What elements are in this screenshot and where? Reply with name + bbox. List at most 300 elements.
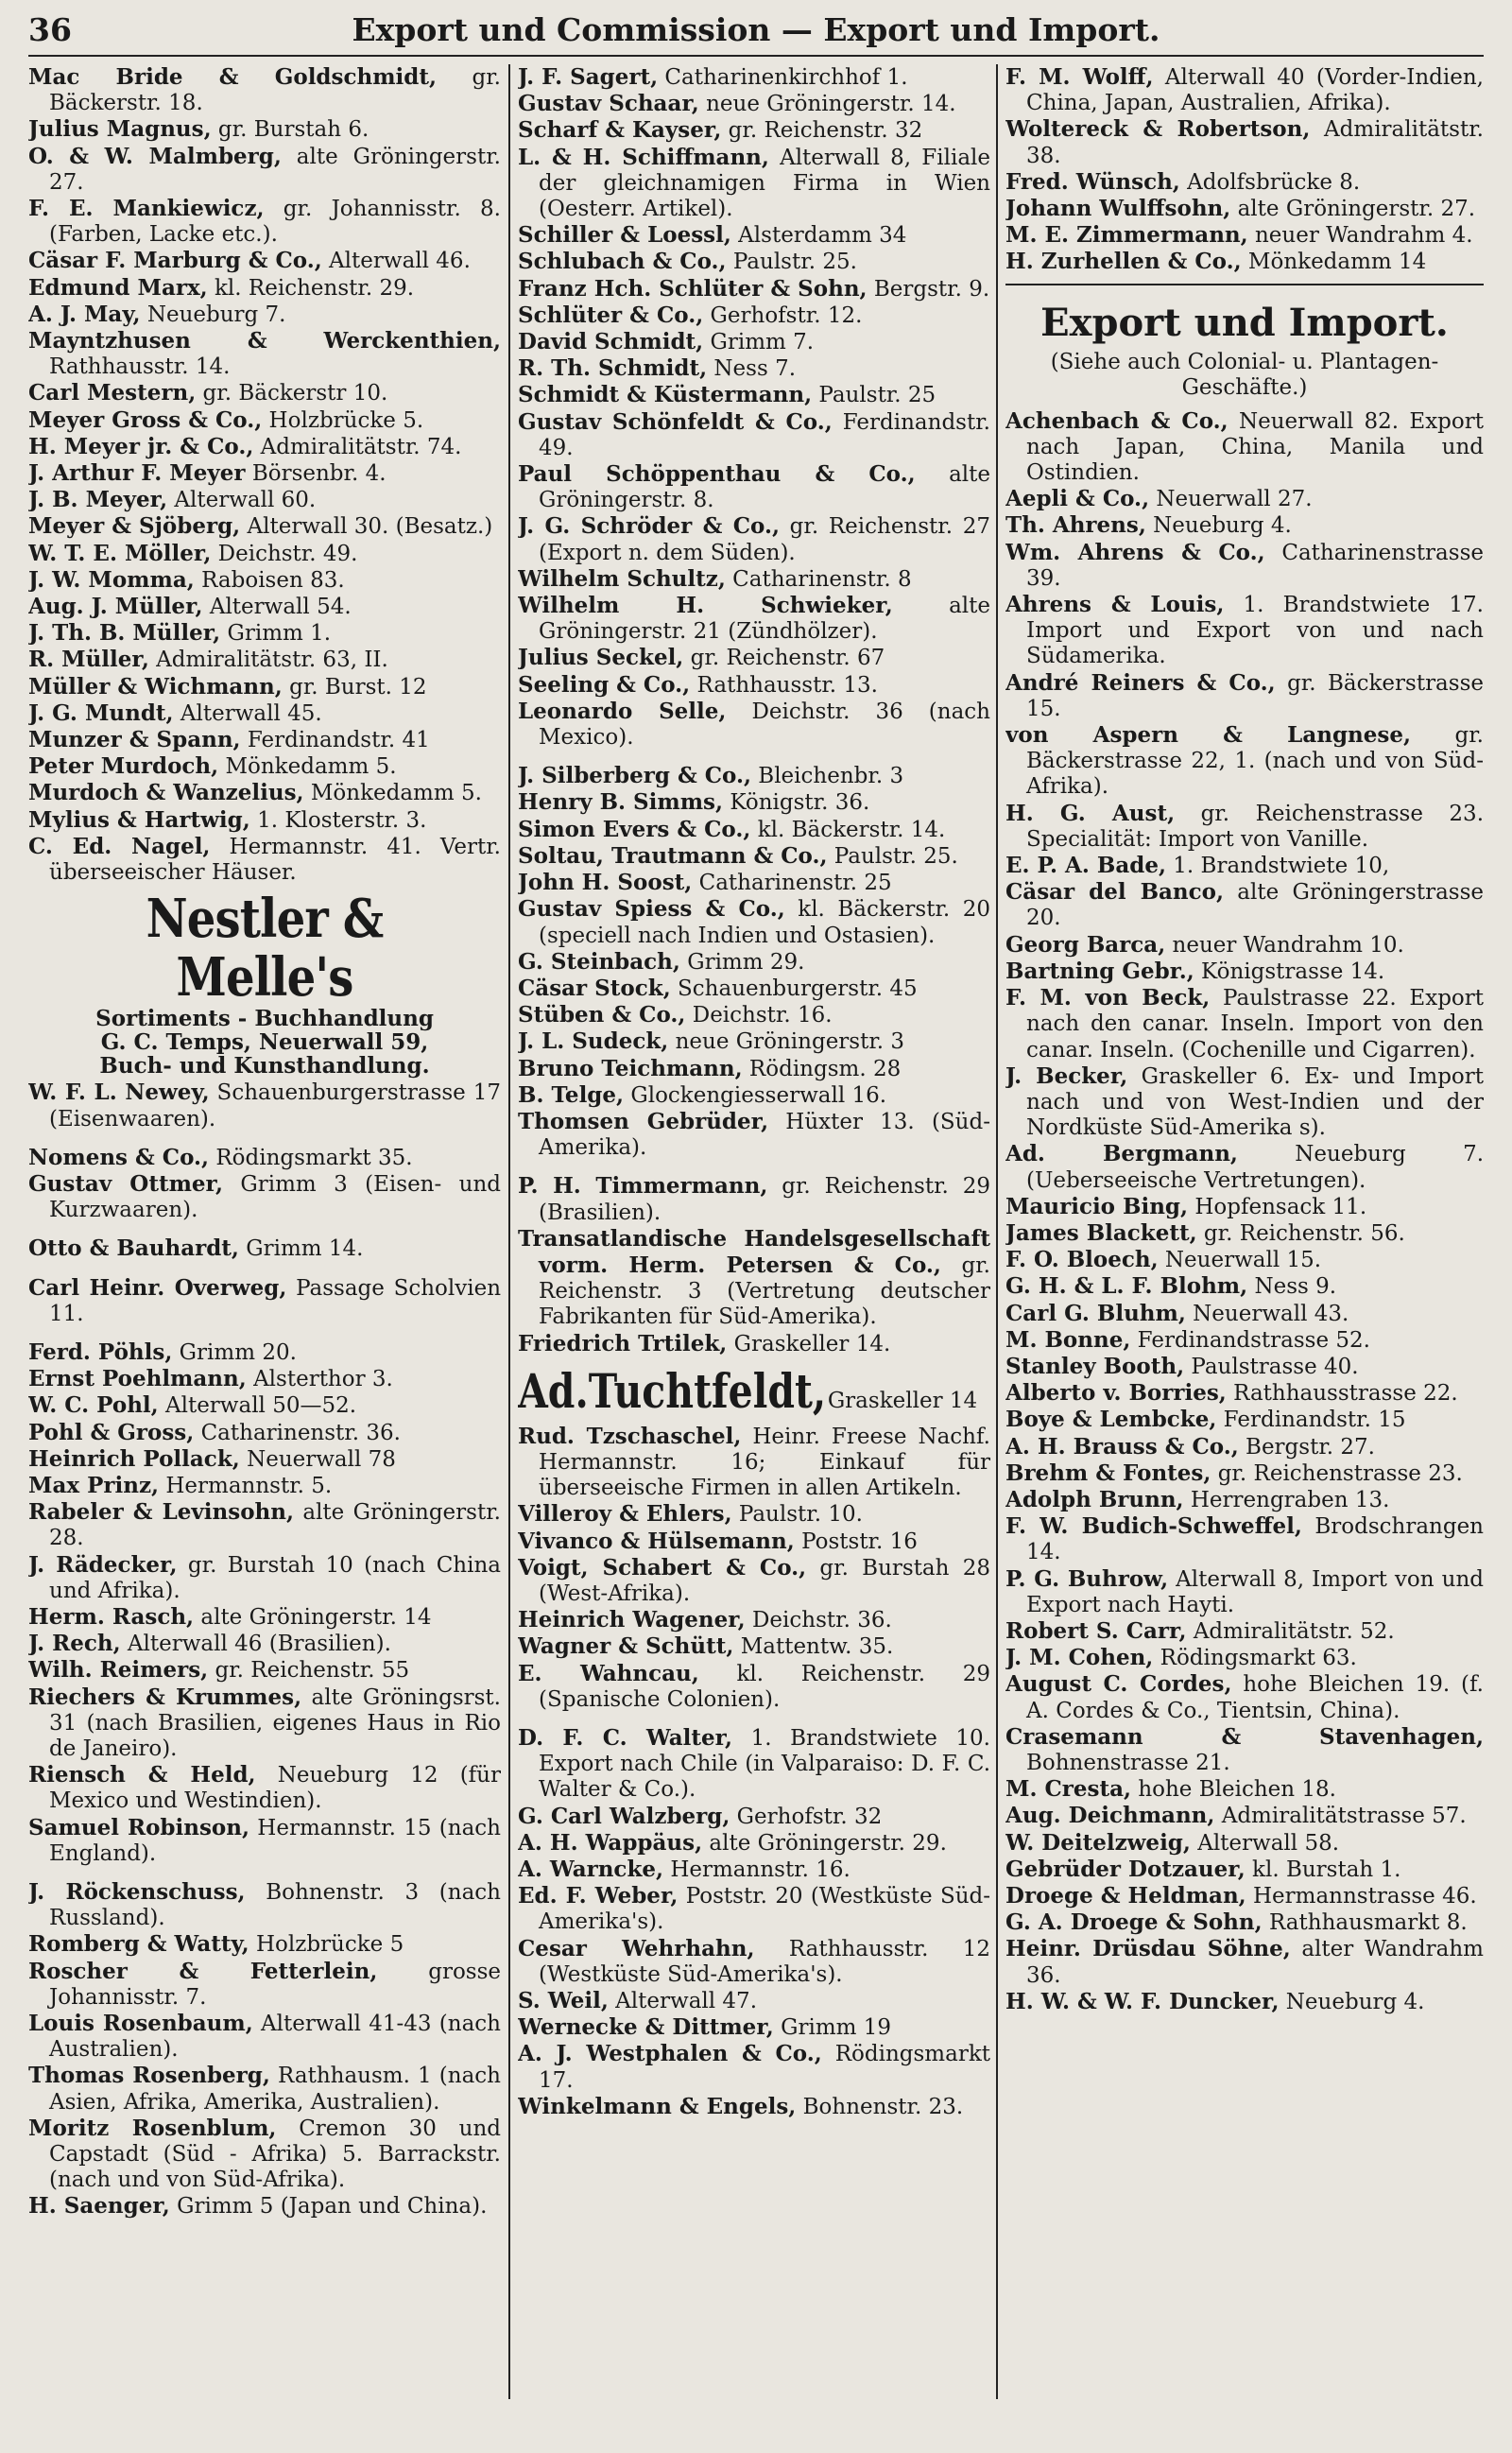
firm-name: E. P. A. Bade, bbox=[1005, 853, 1166, 879]
firm-name: R. Th. Schmidt, bbox=[518, 355, 708, 382]
firm-address: Alterwall 46. bbox=[321, 249, 471, 274]
directory-entry bbox=[518, 1725, 990, 1804]
firm-name: Ernst Poehlmann, bbox=[28, 1366, 247, 1392]
directory-entry bbox=[1005, 1194, 1484, 1220]
firm-name: Gustav Ottmer, bbox=[28, 1170, 223, 1197]
firm-name: Samuel Robinson, bbox=[28, 1814, 249, 1840]
firm-address: gr. Bäckerstrasse 22, 1. (nach und von Süd-Afrika). bbox=[1026, 723, 1484, 800]
directory-entry bbox=[518, 382, 990, 408]
firm-name: Stanley Booth, bbox=[1005, 1353, 1185, 1379]
firm-name: W. T. E. Möller, bbox=[28, 540, 212, 566]
directory-entry bbox=[518, 302, 990, 329]
firm-name: John H. Soost, bbox=[518, 870, 693, 896]
firm-name: Simon Evers & Co., bbox=[518, 816, 751, 842]
firm-name: Crasemann & Stavenhagen, bbox=[1005, 1723, 1484, 1750]
firm-name: Villeroy & Ehlers, bbox=[518, 1501, 732, 1528]
firm-name: Heinrich Pollack, bbox=[28, 1445, 240, 1472]
directory-entry bbox=[28, 1684, 501, 1763]
firm-name: Gustav Schönfeldt & Co., bbox=[518, 408, 833, 435]
directory-entry bbox=[518, 249, 990, 275]
firm-address: Alterwall 47. bbox=[608, 1989, 758, 2014]
firm-address: Ness 9. bbox=[1247, 1274, 1337, 1300]
firm-address: alte Gröningerstr. 21 (Zündhölzer). bbox=[539, 594, 990, 645]
firm-name: D. F. C. Walter, bbox=[518, 1724, 733, 1751]
firm-address: gr. Burstah 6. bbox=[211, 117, 369, 143]
directory-entry bbox=[1005, 1566, 1484, 1618]
directory-entry bbox=[518, 329, 990, 355]
directory-entry bbox=[518, 1936, 990, 1988]
directory-entry bbox=[1005, 486, 1484, 512]
directory-entry bbox=[518, 1501, 990, 1528]
firm-address: Admiralitätstr. 38. bbox=[1026, 117, 1484, 168]
firm-name: Thomas Rosenberg, bbox=[28, 2063, 270, 2089]
firm-name: Droege & Heldman, bbox=[1005, 1883, 1246, 1909]
firm-name: Robert S. Carr, bbox=[1005, 1617, 1187, 1644]
firm-address: Catharinenstr. 36. bbox=[194, 1420, 401, 1445]
firm-address: gr. Reichenstrasse 23. bbox=[1211, 1460, 1463, 1486]
directory-entry bbox=[518, 699, 990, 751]
firm-address: alte Gröningerstr. 29. bbox=[702, 1830, 947, 1856]
firm-name: Mauricio Bing, bbox=[1005, 1193, 1189, 1219]
directory-entry bbox=[1005, 249, 1484, 275]
firm-name: Georg Barca, bbox=[1005, 931, 1166, 958]
directory-entry bbox=[28, 2116, 501, 2194]
firm-name: E. Wahncau, bbox=[518, 1660, 699, 1686]
firm-address: Hermannstr. 41. Vertr. überseeischer Häuser. bbox=[49, 834, 501, 886]
firm-name: S. Weil, bbox=[518, 1988, 609, 2014]
directory-entry bbox=[518, 1173, 990, 1225]
firm-name: Soltau, Trautmann & Co., bbox=[518, 842, 828, 869]
firm-name: A. J. Westphalen & Co., bbox=[518, 2041, 822, 2067]
directory-entry bbox=[518, 1555, 990, 1607]
firm-name: H. Meyer jr. & Co., bbox=[28, 433, 254, 459]
firm-address: gr. Reichenstr. 32 bbox=[721, 118, 923, 144]
directory-entry bbox=[28, 1879, 501, 1931]
firm-name: Carl G. Bluhm, bbox=[1005, 1300, 1186, 1326]
directory-entry bbox=[518, 117, 990, 144]
firm-name: Wernecke & Dittmer, bbox=[518, 2014, 774, 2041]
firm-address: Passage Scholvien 11. bbox=[49, 1275, 501, 1326]
directory-entry bbox=[1005, 1803, 1484, 1829]
firm-name: Wilhelm Schultz, bbox=[518, 565, 726, 592]
firm-name: Meyer & Sjöberg, bbox=[28, 513, 241, 540]
firm-address: Catharinenstr. 8 bbox=[725, 566, 912, 592]
firm-name: J. Becker, bbox=[1005, 1062, 1128, 1089]
firm-name: Franz Hch. Schlüter & Sohn, bbox=[518, 275, 868, 302]
firm-address: Gerhofstr. 12. bbox=[703, 302, 863, 328]
directory-entry bbox=[28, 2193, 501, 2220]
directory-entry bbox=[28, 434, 501, 460]
firm-address: Börsenbr. 4. bbox=[245, 461, 387, 487]
firm-name: Schmidt & Küstermann, bbox=[518, 382, 813, 408]
directory-entry bbox=[1005, 1141, 1484, 1193]
firm-name: C. Ed. Nagel, bbox=[28, 833, 211, 859]
firm-name: Pohl & Gross, bbox=[28, 1419, 195, 1445]
firm-name: André Reiners & Co., bbox=[1005, 669, 1276, 696]
directory-entry bbox=[28, 407, 501, 434]
directory-entry bbox=[28, 2011, 501, 2063]
firm-name: Mayntzhusen & Werckenthien, bbox=[28, 328, 501, 354]
firm-address: alte Gröningsrst. 31 (nach Brasilien, eigenes Haus in Rio de Janeiro). bbox=[49, 1684, 501, 1761]
firm-name: O. & W. Malmberg, bbox=[28, 143, 282, 169]
firm-name: Ad. Bergmann, bbox=[1005, 1141, 1238, 1167]
directory-entry bbox=[518, 1830, 990, 1857]
directory-entry bbox=[1005, 169, 1484, 196]
directory-entry bbox=[518, 763, 990, 789]
firm-name: Wagner & Schütt, bbox=[518, 1633, 734, 1660]
firm-name: Nomens & Co., bbox=[28, 1144, 210, 1170]
firm-address: Catharinenstr. 25 bbox=[692, 871, 892, 896]
firm-address: gr. Bäckerstr 10. bbox=[196, 381, 388, 406]
directory-entry bbox=[1005, 512, 1484, 539]
firm-name: Roscher & Fetterlein, bbox=[28, 1958, 378, 1984]
firm-address: Bergstr. 9. bbox=[867, 276, 990, 302]
directory-entry bbox=[28, 1339, 501, 1366]
firm-name: Henry B. Simms, bbox=[518, 789, 724, 816]
firm-name: Johann Wulffsohn, bbox=[1005, 196, 1231, 222]
firm-name: J. Th. B. Müller, bbox=[28, 620, 221, 647]
firm-address: Adolfsbrücke 8. bbox=[1179, 169, 1361, 195]
firm-address: Rathhausmarkt 8. bbox=[1262, 1910, 1468, 1936]
directory-entry bbox=[28, 674, 501, 700]
firm-address: alte Gröningerstrasse 20. bbox=[1026, 880, 1484, 931]
directory-entry bbox=[518, 870, 990, 896]
firm-address: Königstrasse 14. bbox=[1194, 959, 1385, 984]
firm-address: Mönkedamm 5. bbox=[303, 781, 482, 806]
firm-name: J. G. Schröder & Co., bbox=[518, 513, 781, 540]
directory-entry bbox=[1005, 1671, 1484, 1723]
firm-name: Rud. Tzschaschel, bbox=[518, 1423, 742, 1449]
directory-entry bbox=[28, 1552, 501, 1604]
firm-name: Adolph Brunn, bbox=[1005, 1486, 1184, 1512]
firm-address: Grimm 19 bbox=[773, 2015, 892, 2041]
firm-address: Deichstr. 16. bbox=[685, 1003, 833, 1028]
directory-entry bbox=[28, 64, 501, 116]
directory-entry bbox=[28, 2063, 501, 2115]
directory-entry bbox=[518, 145, 990, 223]
directory-entry bbox=[28, 196, 501, 248]
firm-address: grosse Johannisstr. 7. bbox=[49, 1959, 501, 2010]
directory-entry bbox=[1005, 196, 1484, 222]
firm-address: neue Gröningerstr. 3 bbox=[668, 1029, 905, 1055]
directory-entry bbox=[28, 567, 501, 594]
firm-address: Neuerwall 78 bbox=[239, 1446, 396, 1472]
firm-name: Rabeler & Levinsohn, bbox=[28, 1499, 294, 1526]
firm-name: Seeling & Co., bbox=[518, 671, 691, 698]
firm-address: Rödingsmarkt 63. bbox=[1153, 1646, 1357, 1671]
directory-entry bbox=[28, 1420, 501, 1446]
firm-address: neuer Wandrahm 4. bbox=[1247, 223, 1473, 249]
firm-name: Gebrüder Dotzauer, bbox=[1005, 1856, 1246, 1882]
firm-name: Heinrich Wagener, bbox=[518, 1607, 746, 1633]
firm-address: Neuerwall 82. Export nach Japan, China, Manila und Ostindien. bbox=[1026, 408, 1484, 486]
firm-name: Ed. F. Weber, bbox=[518, 1883, 679, 1909]
firm-address: Neueburg 7. (Ueberseeische Vertretungen). bbox=[1026, 1142, 1484, 1193]
directory-entry bbox=[1005, 801, 1484, 853]
directory-entry bbox=[28, 1080, 501, 1131]
directory-entry bbox=[1005, 1830, 1484, 1857]
directory-entry bbox=[518, 1633, 990, 1660]
firm-name: David Schmidt, bbox=[518, 329, 704, 355]
directory-entry bbox=[518, 817, 990, 843]
firm-name: Friedrich Trtilek, bbox=[518, 1330, 728, 1356]
column-1 bbox=[28, 64, 501, 2399]
directory-entry bbox=[28, 807, 501, 834]
directory-entry bbox=[28, 1446, 501, 1473]
firm-address: Grimm 29. bbox=[679, 949, 805, 975]
firm-name: Riensch & Held, bbox=[28, 1762, 256, 1788]
firm-address: Grimm 7. bbox=[703, 330, 815, 355]
directory-entry bbox=[1005, 670, 1484, 722]
firm-address: Holzbrücke 5 bbox=[249, 1932, 404, 1958]
page-header bbox=[28, 6, 1484, 51]
firm-address: Rödingsm. 28 bbox=[742, 1056, 902, 1081]
directory-entry bbox=[28, 594, 501, 620]
firm-address: kl. Reichenstr. 29 (Spanische Colonien). bbox=[539, 1661, 990, 1712]
firm-name: A. H. Brauss & Co., bbox=[1005, 1433, 1239, 1460]
directory-entry bbox=[28, 1499, 501, 1551]
firm-address: 1. Brandstwiete 10. Export nach Chile (in Valparaiso: D. F. C. Walter & Co.). bbox=[539, 1725, 990, 1803]
directory-entry bbox=[518, 409, 990, 461]
firm-address: Alterwall 41-43 (nach Australien). bbox=[49, 2012, 501, 2063]
directory-entry bbox=[518, 513, 990, 565]
directory-entry bbox=[1005, 722, 1484, 801]
firm-name: Julius Magnus, bbox=[28, 116, 212, 143]
firm-address: Alterwall 8, Import von und Export nach Hayti. bbox=[1026, 1566, 1484, 1617]
directory-entry bbox=[518, 1109, 990, 1161]
firm-name: Gustav Spiess & Co., bbox=[518, 896, 785, 923]
directory-entry bbox=[518, 1082, 990, 1109]
firm-address: Deichstr. 49. bbox=[211, 541, 358, 566]
firm-name: H. Saenger, bbox=[28, 2193, 170, 2220]
directory-entry bbox=[28, 328, 501, 380]
firm-name: J. Rech, bbox=[28, 1631, 121, 1657]
firm-name: Paul Schöppenthau & Co., bbox=[518, 461, 916, 488]
firm-name: Cesar Wehrhahn, bbox=[518, 1935, 755, 1961]
firm-name: Louis Rosenbaum, bbox=[28, 2011, 253, 2036]
directory-entry bbox=[1005, 879, 1484, 931]
firm-address: Neuerwall 27. bbox=[1149, 487, 1313, 512]
firm-name: F. M. Wolff, bbox=[1005, 64, 1154, 90]
firm-address: Ferdinandstrasse 52. bbox=[1130, 1327, 1370, 1353]
firm-name: A. H. Wappäus, bbox=[518, 1829, 703, 1856]
directory-entry bbox=[518, 593, 990, 645]
directory-entry bbox=[518, 1883, 990, 1935]
firm-address: hohe Bleichen 19. (f. A. Cordes & Co., Tientsin, China). bbox=[1026, 1672, 1484, 1723]
firm-address: Admiralitätstr. 63, II. bbox=[148, 648, 388, 673]
directory-entry bbox=[518, 1804, 990, 1830]
firm-address: Paulstr. 25 bbox=[812, 383, 936, 408]
directory-entry bbox=[518, 843, 990, 870]
directory-entry bbox=[1005, 1273, 1484, 1300]
firm-address: Glockengiesserwall 16. bbox=[624, 1082, 887, 1108]
firm-address: Rödingsmarkt 17. bbox=[539, 2042, 990, 2093]
directory-entry bbox=[518, 276, 990, 302]
firm-address: alte Gröningerstr. 28. bbox=[49, 1500, 501, 1551]
directory-entry bbox=[1005, 1513, 1484, 1565]
firm-address: Rathhausstr. 14. bbox=[49, 354, 231, 380]
column-divider bbox=[508, 64, 510, 2399]
firm-address: gr. Reichenstr. 67 bbox=[683, 646, 885, 671]
directory-entry bbox=[28, 753, 501, 780]
firm-name: H. Zurhellen & Co., bbox=[1005, 249, 1242, 275]
ad-address: Graskeller 14 bbox=[827, 1388, 978, 1413]
firm-address: Holzbrücke 5. bbox=[262, 407, 424, 433]
firm-address: gr. Burstah 10 (nach China und Afrika). bbox=[49, 1552, 501, 1603]
directory-entry bbox=[28, 1631, 501, 1657]
spacer bbox=[28, 1327, 501, 1339]
firm-address: Alsterdamm 34 bbox=[730, 223, 907, 249]
firm-address: Neueburg 4. bbox=[1145, 513, 1292, 539]
directory-entry bbox=[28, 1657, 501, 1684]
firm-name: Peter Murdoch, bbox=[28, 753, 219, 780]
advertisement-nestler-melle bbox=[28, 890, 501, 1078]
directory-entry bbox=[1005, 592, 1484, 670]
firm-address: gr. Johannisstr. 8. (Farben, Lacke etc.). bbox=[49, 197, 501, 248]
firm-name: J. F. Sagert, bbox=[518, 64, 659, 90]
directory-entry bbox=[1005, 959, 1484, 985]
firm-address: Grimm 3 (Eisen- und Kurzwaaren). bbox=[49, 1171, 501, 1223]
firm-name: J. B. Meyer, bbox=[28, 487, 168, 513]
firm-name: Stüben & Co., bbox=[518, 1002, 686, 1028]
directory-entry bbox=[518, 461, 990, 513]
firm-name: Winkelmann & Engels, bbox=[518, 2093, 797, 2119]
firm-address: gr. Reichenstr. 55 bbox=[208, 1658, 410, 1684]
directory-entry bbox=[28, 1275, 501, 1327]
firm-address: gr. Reichenstr. 56. bbox=[1196, 1220, 1405, 1246]
firm-address: Ness 7. bbox=[707, 356, 797, 382]
directory-entry bbox=[28, 460, 501, 487]
firm-address: Hermannstr. 5. bbox=[159, 1473, 333, 1498]
firm-address: Bohnenstr. 23. bbox=[796, 2094, 964, 2119]
firm-address: Admiralitätstrasse 57. bbox=[1214, 1804, 1467, 1829]
firm-address: Paulstrasse 40. bbox=[1184, 1354, 1359, 1379]
firm-address: Alsterthor 3. bbox=[246, 1367, 393, 1392]
ad-line: G. C. Temps, Neuerwall 59, bbox=[100, 1029, 429, 1056]
firm-name: Vivanco & Hülsemann, bbox=[518, 1528, 795, 1554]
firm-name: Thomsen Gebrüder, bbox=[518, 1108, 769, 1134]
firm-address: gr. Reichenstr. 27 (Export n. dem Süden). bbox=[539, 514, 990, 565]
directory-entry bbox=[1005, 1724, 1484, 1776]
firm-address: gr. Reichenstr. 3 (Vertretung deutscher Fabrikanten für Süd-Amerika). bbox=[539, 1252, 990, 1330]
firm-name: P. G. Buhrow, bbox=[1005, 1565, 1169, 1592]
firm-address: kl. Reichenstr. 29. bbox=[207, 275, 415, 301]
firm-address: Mönkedamm 5. bbox=[218, 754, 397, 780]
firm-name: Mac Bride & Goldschmidt, bbox=[28, 64, 437, 90]
firm-name: Boye & Lembcke, bbox=[1005, 1407, 1217, 1433]
directory-entry bbox=[518, 672, 990, 699]
firm-address: Hermannstrasse 46. bbox=[1246, 1884, 1477, 1909]
firm-address: Neuerwall 15. bbox=[1158, 1248, 1322, 1273]
directory-entry bbox=[1005, 1460, 1484, 1487]
directory-entry bbox=[1005, 1909, 1484, 1936]
directory-entry bbox=[1005, 1883, 1484, 1909]
firm-address: Bleichenbr. 3 bbox=[750, 764, 904, 789]
firm-address: Grimm 1. bbox=[220, 621, 332, 647]
directory-entry bbox=[518, 896, 990, 948]
firm-name: Ferd. Pöhls, bbox=[28, 1339, 173, 1365]
spacer bbox=[518, 751, 990, 763]
directory-entry bbox=[28, 647, 501, 673]
firm-address: alte Gröningerstr. 27. bbox=[1230, 197, 1476, 222]
firm-name: Brehm & Fontes, bbox=[1005, 1460, 1211, 1486]
directory-entry bbox=[518, 2041, 990, 2093]
directory-entry bbox=[1005, 116, 1484, 168]
firm-address: Schauenburgerstr. 45 bbox=[670, 976, 918, 1001]
firm-address: Alterwall 60. bbox=[167, 488, 317, 513]
firm-address: kl. Bäckerstr. 14. bbox=[750, 817, 946, 842]
firm-address: Alterwall 46 (Brasilien). bbox=[120, 1632, 391, 1657]
directory-entry bbox=[518, 2094, 990, 2120]
firm-name: James Blackett, bbox=[1005, 1219, 1197, 1246]
directory-entry bbox=[28, 513, 501, 540]
firm-address: Admiralitätstr. 74. bbox=[253, 434, 462, 459]
firm-address: Paulstr. 10. bbox=[731, 1502, 863, 1528]
firm-address: Catharinenkirchhof 1. bbox=[658, 65, 908, 90]
firm-address: Alterwall 45. bbox=[173, 700, 322, 726]
section-title: Export und Import. bbox=[1040, 300, 1449, 345]
firm-name: Woltereck & Robertson, bbox=[1005, 116, 1311, 143]
firm-address: Ferdinandstr. 15 bbox=[1216, 1408, 1406, 1433]
directory-entry bbox=[1005, 222, 1484, 249]
directory-entry bbox=[518, 1529, 990, 1555]
directory-entry bbox=[518, 91, 990, 117]
firm-name: Romberg & Watty, bbox=[28, 1931, 249, 1958]
directory-entry bbox=[1005, 1247, 1484, 1273]
firm-name: A. J. May, bbox=[28, 301, 141, 327]
firm-name: Murdoch & Wanzelius, bbox=[28, 780, 304, 806]
firm-name: Riechers & Krummes, bbox=[28, 1684, 302, 1710]
firm-name: M. Bonne, bbox=[1005, 1326, 1131, 1353]
directory-entry bbox=[518, 1226, 990, 1331]
firm-address: Königstr. 36. bbox=[723, 790, 870, 816]
firm-address: Paulstrasse 22. Export nach den canar. Inseln. Import von den canar. Inseln. (Cochenille und Cigarren). bbox=[1026, 986, 1484, 1062]
firm-address: gr. Reichenstrasse 23. Specialität: Import von Vanille. bbox=[1026, 801, 1484, 852]
firm-name: J. Rädecker, bbox=[28, 1551, 178, 1578]
firm-address: hohe Bleichen 18. bbox=[1131, 1777, 1336, 1803]
firm-name: Edmund Marx, bbox=[28, 274, 208, 301]
firm-name: F. W. Budich-Schweffel, bbox=[1005, 1513, 1302, 1540]
firm-address: Graskeller 6. Ex- und Import nach und von West-Indien und der Nordküste Süd-Amerika s). bbox=[1026, 1063, 1484, 1141]
directory-entry bbox=[1005, 408, 1484, 487]
firm-address: Deichstr. 36 (nach Mexico). bbox=[539, 699, 990, 751]
firm-address: Neueburg 12 (für Mexico und Westindien). bbox=[49, 1763, 501, 1814]
firm-address: Cremon 30 und Capstadt (Süd - Afrika) 5. Barrackstr. (nach und von Süd-Afrika). bbox=[49, 2116, 501, 2193]
firm-name: Otto & Bauhardt, bbox=[28, 1235, 239, 1262]
directory-entry bbox=[1005, 1380, 1484, 1407]
firm-name: August C. Cordes, bbox=[1005, 1671, 1232, 1698]
firm-name: Wilh. Reimers, bbox=[28, 1657, 209, 1684]
firm-name: Bartning Gebr., bbox=[1005, 958, 1194, 984]
directory-entry bbox=[518, 1002, 990, 1028]
firm-address: Bohnenstrasse 21. bbox=[1026, 1750, 1230, 1775]
firm-name: G. Steinbach, bbox=[518, 948, 680, 975]
directory-entry bbox=[28, 727, 501, 753]
firm-address: Paulstr. 25. bbox=[827, 843, 958, 869]
firm-address: Rathhausstr. 12 (Westküste Süd-Amerika's). bbox=[539, 1936, 990, 1987]
directory-entry bbox=[28, 1815, 501, 1867]
firm-name: Meyer Gross & Co., bbox=[28, 406, 263, 433]
directory-entry bbox=[28, 1473, 501, 1499]
ad-headline: Ad.Tuchtfeldt, bbox=[518, 1362, 827, 1419]
spacer bbox=[28, 1132, 501, 1145]
firm-address: Catharinenstrasse 39. bbox=[1026, 540, 1484, 591]
firm-name: Herm. Rasch, bbox=[28, 1603, 195, 1630]
directory-entry bbox=[518, 645, 990, 671]
firm-address: Mönkedamm 14 bbox=[1241, 250, 1427, 275]
firm-name: J. L. Sudeck, bbox=[518, 1028, 669, 1055]
running-title: Export und Commission — Export und Import. bbox=[352, 11, 1160, 48]
